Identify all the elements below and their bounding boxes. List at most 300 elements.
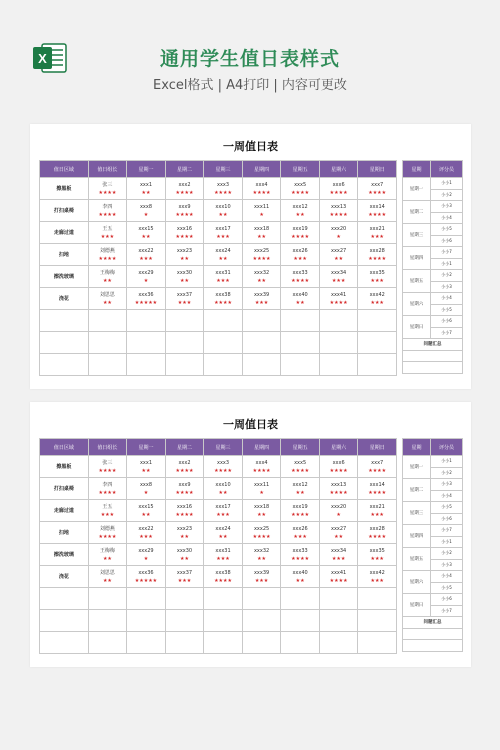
student-name: xxx15 [138,225,154,232]
duty-cell [319,522,358,544]
duty-table [39,438,397,654]
duty-cell [358,222,397,244]
rater-cell: 小小2 [431,467,463,479]
empty-cell [358,632,397,654]
rating-stars: ★★★★ [214,467,232,474]
rater-cell: 小小2 [431,548,463,560]
duty-cell [204,200,243,222]
student-name: xxx3 [217,459,230,466]
duty-sheet-1 [30,124,471,389]
duty-cell [319,288,358,310]
rating-stars: ★★ [257,511,267,518]
table-row [40,222,397,244]
column-header: 星期三 [204,439,243,456]
rater-cell: 小小7 [431,327,463,339]
duty-cell [127,288,166,310]
empty-cell [127,588,166,610]
column-header: 星期五 [281,439,320,456]
page-header [0,0,500,112]
rating-stars: ★ [143,489,149,496]
day-cell: 星期一 [403,456,431,479]
empty-cell [358,354,397,376]
duty-cell [204,544,243,566]
rating-stars: ★★★★ [214,299,232,306]
duty-cell [204,178,243,200]
empty-cell [204,588,243,610]
rating-stars: ★★★ [370,577,384,584]
rater-row [403,571,463,583]
empty-cell [40,354,89,376]
rating-stars: ★★ [180,555,189,562]
rating-stars: ★★★★ [368,467,387,474]
rater-header-row [403,439,463,456]
leader-name: 李四 [102,203,113,210]
leader-cell [88,544,127,566]
duty-cell [242,222,281,244]
rating-stars: ★★★ [370,277,384,284]
empty-cell [281,310,320,332]
area-cell: 擦洗玻璃 [40,266,89,288]
student-name: xxx11 [253,203,270,210]
duty-cell [165,544,204,566]
leader-name: 张三 [102,181,113,188]
day-cell: 星期日 [403,316,431,339]
student-name: xxx13 [331,481,347,488]
rating-stars: ★★ [102,277,112,284]
student-name: xxx29 [138,269,154,276]
empty-cell [127,332,166,354]
column-header: 星期 [403,161,431,178]
area-cell: 扫地 [40,244,89,266]
student-name: xxx1 [139,181,152,188]
student-name: xxx42 [369,291,385,298]
rater-cell: 小小7 [431,605,463,617]
column-header: 星期日 [358,161,397,178]
day-cell: 星期日 [403,594,431,617]
empty-cell [242,310,281,332]
student-name: xxx3 [217,181,230,188]
rater-cell: 小小1 [431,178,463,190]
empty-row [40,354,397,376]
day-cell: 星期三 [403,224,431,247]
student-name: xxx8 [139,481,152,488]
day-cell: 星期四 [403,525,431,548]
empty-cell [165,588,204,610]
table-row [40,500,397,522]
rating-stars: ★★★★ [98,211,117,218]
student-name: xxx39 [253,569,270,576]
empty-cell [40,632,89,654]
student-name: xxx19 [292,503,308,510]
rating-stars: ★★★ [139,255,153,262]
rating-stars: ★★★★ [291,467,310,474]
student-name: xxx30 [176,547,193,554]
leader-cell [88,500,127,522]
empty-cell [358,588,397,610]
rating-stars: ★★★ [216,511,230,518]
column-header: 星期六 [319,161,358,178]
duty-cell [242,200,281,222]
student-name: xxx17 [215,225,231,232]
student-name: xxx7 [371,181,384,188]
duty-cell [358,544,397,566]
empty-row [403,640,463,652]
empty-row [40,632,397,654]
leader-name: 王梅梅 [99,547,115,554]
rating-stars: ★★★★ [252,533,271,540]
duty-cell [319,266,358,288]
rater-cell: 小小6 [431,316,463,328]
empty-cell [358,310,397,332]
duty-cell [127,544,166,566]
rating-stars: ★★ [218,489,228,496]
rater-cell: 小小4 [431,293,463,305]
empty-cell [242,632,281,654]
column-header: 星期四 [242,439,281,456]
rating-stars: ★★★ [216,233,230,240]
student-name: xxx4 [255,459,268,466]
summary-row [403,617,463,629]
student-name: xxx9 [178,481,191,488]
empty-cell [242,588,281,610]
rater-row [403,201,463,213]
day-cell: 星期二 [403,479,431,502]
rater-row [403,178,463,190]
student-name: xxx31 [215,269,231,276]
student-name: xxx16 [176,225,193,232]
student-name: xxx40 [292,569,308,576]
student-name: xxx4 [255,181,268,188]
duty-cell [281,222,320,244]
leader-name: 刘思思 [99,291,115,298]
rater-cell: 小小6 [431,235,463,247]
rating-stars: ★★★★ [291,277,310,284]
rating-stars: ★★ [141,189,151,196]
student-name: xxx1 [139,459,152,466]
student-name: xxx34 [331,269,347,276]
rater-cell: 小小4 [431,571,463,583]
rating-stars: ★★★ [216,555,230,562]
student-name: xxx36 [138,569,154,576]
rater-cell: 小小3 [431,559,463,571]
rater-cell: 小小5 [431,304,463,316]
leader-cell [88,456,127,478]
duty-cell [204,566,243,588]
rating-stars: ★★ [334,255,344,262]
column-header: 星期一 [127,439,166,456]
day-cell: 星期三 [403,502,431,525]
duty-cell [204,244,243,266]
rater-cell: 小小1 [431,456,463,468]
student-name: xxx39 [253,291,270,298]
table-row [40,178,397,200]
duty-table [39,160,397,376]
student-name: xxx18 [253,503,270,510]
rater-cell: 小小3 [431,281,463,293]
rater-row [403,479,463,491]
student-name: xxx37 [176,569,193,576]
leader-cell [88,178,127,200]
empty-cell [165,354,204,376]
area-cell: 走廊过道 [40,500,89,522]
duty-cell [242,544,281,566]
empty-cell [204,354,243,376]
rater-row [403,502,463,514]
duty-cell [204,456,243,478]
rating-stars: ★★★★ [98,467,117,474]
rater-cell: 小小1 [431,258,463,270]
student-name: xxx24 [215,525,231,532]
column-header: 星期四 [242,161,281,178]
duty-cell [358,288,397,310]
empty-cell [88,332,127,354]
empty-cell [281,354,320,376]
rating-stars: ★★ [141,233,151,240]
empty-cell [358,332,397,354]
rating-stars: ★★★ [331,555,346,562]
student-name: xxx34 [331,547,347,554]
duty-cell [127,500,166,522]
rater-table [402,160,463,374]
empty-cell [40,588,89,610]
table-header-row [40,439,397,456]
column-header: 星期五 [281,161,320,178]
rating-stars: ★★★★ [291,189,310,196]
empty-cell [127,632,166,654]
duty-cell [358,244,397,266]
duty-cell [319,200,358,222]
duty-cell [204,500,243,522]
column-header: 星期二 [165,439,204,456]
student-name: xxx19 [292,225,308,232]
duty-cell [358,478,397,500]
empty-cell [319,354,358,376]
rating-stars: ★★★★ [175,489,194,496]
column-header: 评分员 [431,439,463,456]
rater-row [403,594,463,606]
student-name: xxx11 [253,481,270,488]
rating-stars: ★★ [257,555,267,562]
student-name: xxx15 [138,503,154,510]
rating-stars: ★★★★★ [134,299,158,306]
empty-cell [165,332,204,354]
duty-cell [281,456,320,478]
table-row [40,522,397,544]
rating-stars: ★★★★ [175,233,194,240]
leader-cell [88,244,127,266]
empty-cell [165,310,204,332]
area-cell: 浇花 [40,288,89,310]
leader-name: 刘德燕 [99,525,115,532]
student-name: xxx32 [253,269,270,276]
sheet-title: 一周值日表 [223,418,278,431]
rating-stars: ★★★ [100,233,115,240]
summary-label: 问题汇总 [403,339,463,351]
student-name: xxx20 [331,225,347,232]
empty-cell [127,354,166,376]
duty-cell [165,244,204,266]
empty-row [40,610,397,632]
empty-row [40,332,397,354]
duty-cell [165,522,204,544]
duty-cell [127,566,166,588]
rater-cell: 小小3 [431,201,463,213]
duty-cell [165,178,204,200]
student-name: xxx36 [138,291,154,298]
column-header: 值日区域 [40,439,89,456]
student-name: xxx10 [215,203,231,210]
duty-cell [127,522,166,544]
rating-stars: ★★★★ [98,255,117,262]
leader-cell [88,200,127,222]
table-row [40,200,397,222]
rating-stars: ★★★★ [329,189,348,196]
page-subtitle: Excel格式 | A4打印 | 内容可更改 [153,78,347,93]
duty-cell [204,522,243,544]
student-name: xxx41 [331,291,347,298]
rater-row [403,247,463,259]
duty-cell [165,222,204,244]
student-name: xxx22 [138,247,154,254]
leader-name: 王五 [102,503,113,510]
column-header: 星期日 [358,439,397,456]
duty-cell [281,500,320,522]
empty-cell [165,610,204,632]
duty-cell [204,288,243,310]
rating-stars: ★★ [141,467,151,474]
student-name: xxx32 [253,547,270,554]
empty-cell [242,354,281,376]
day-cell: 星期一 [403,178,431,201]
column-header: 星期六 [319,439,358,456]
day-cell: 星期四 [403,247,431,270]
student-name: xxx23 [176,525,193,532]
duty-cell [165,288,204,310]
rater-cell: 小小5 [431,224,463,236]
table-row [40,478,397,500]
page-title: 通用学生值日表样式 [159,48,340,70]
empty-cell [403,362,463,374]
duty-cell [358,500,397,522]
student-name: xxx5 [294,181,307,188]
area-cell: 擦洗玻璃 [40,544,89,566]
rating-stars: ★★★★ [329,299,348,306]
empty-cell [127,610,166,632]
duty-cell [319,500,358,522]
duty-cell [281,244,320,266]
rating-stars: ★ [336,511,341,518]
duty-cell [204,478,243,500]
student-name: xxx38 [215,569,231,576]
student-name: xxx35 [369,269,385,276]
rating-stars: ★★★★★ [134,577,158,584]
column-header: 星期一 [127,161,166,178]
empty-row [40,310,397,332]
empty-cell [281,610,320,632]
empty-row [403,628,463,640]
duty-cell [281,478,320,500]
duty-cell [242,456,281,478]
rating-stars: ★★★ [216,277,230,284]
rating-stars: ★★ [295,489,305,496]
duty-cell [358,566,397,588]
logo-letter: X [38,51,47,66]
rating-stars: ★★★★ [175,189,194,196]
leader-name: 王五 [102,225,113,232]
column-header: 评分员 [431,161,463,178]
duty-cell [358,456,397,478]
student-name: xxx27 [331,525,347,532]
rating-stars: ★★ [257,233,267,240]
duty-cell [165,566,204,588]
empty-cell [204,632,243,654]
leader-cell [88,522,127,544]
rating-stars: ★★★★ [329,577,348,584]
rating-stars: ★ [143,277,149,284]
student-name: xxx26 [292,525,308,532]
rating-stars: ★★★★ [175,511,194,518]
duty-cell [242,500,281,522]
empty-cell [204,610,243,632]
rater-cell: 小小7 [431,247,463,259]
rating-stars: ★★ [218,211,228,218]
rating-stars: ★★ [180,277,189,284]
duty-cell [242,266,281,288]
student-name: xxx27 [331,247,347,254]
empty-cell [319,632,358,654]
rating-stars: ★★★★ [368,189,387,196]
rater-row [403,224,463,236]
leader-name: 王梅梅 [99,269,115,276]
duty-sheet-2 [30,402,471,667]
student-name: xxx21 [369,225,385,232]
duty-cell [127,178,166,200]
rater-cell: 小小1 [431,536,463,548]
rating-stars: ★★★ [370,233,384,240]
rating-stars: ★★★★ [252,467,271,474]
rating-stars: ★★ [141,511,151,518]
duty-cell [127,200,166,222]
empty-cell [40,610,89,632]
duty-cell [165,266,204,288]
empty-cell [319,610,358,632]
student-name: xxx9 [178,203,191,210]
empty-cell [281,632,320,654]
duty-cell [127,244,166,266]
rating-stars: ★ [259,211,264,218]
student-name: xxx16 [176,503,193,510]
duty-cell [281,178,320,200]
area-cell: 扫地 [40,522,89,544]
rating-stars: ★★★★ [214,577,232,584]
rater-table [402,438,463,652]
empty-cell [88,632,127,654]
rating-stars: ★★★★ [329,489,348,496]
rating-stars: ★★★ [139,533,153,540]
student-name: xxx6 [332,459,345,466]
rating-stars: ★★ [218,533,228,540]
rating-stars: ★★ [180,255,189,262]
summary-row [403,339,463,351]
duty-cell [204,222,243,244]
duty-cell [319,222,358,244]
rating-stars: ★★ [180,533,189,540]
rating-stars: ★★★ [177,299,192,306]
student-name: xxx6 [332,181,345,188]
rater-cell: 小小6 [431,594,463,606]
rating-stars: ★★★ [254,577,269,584]
duty-cell [281,288,320,310]
